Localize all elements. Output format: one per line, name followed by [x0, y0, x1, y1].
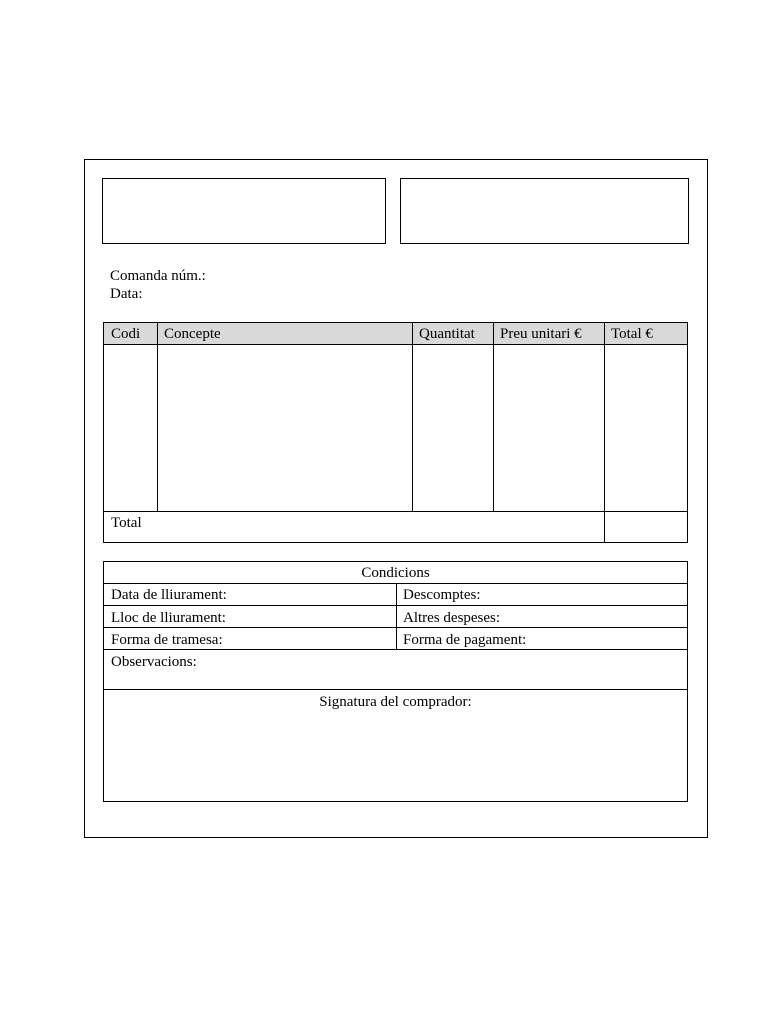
order-number-label: Comanda núm.: — [110, 268, 206, 284]
delivery-place-label: Lloc de lliurament: — [111, 610, 226, 626]
items-table — [103, 322, 688, 543]
other-expenses-label: Altres despeses: — [403, 610, 501, 626]
header-preu-unitari: Preu unitari € — [500, 326, 582, 342]
column-divider — [493, 323, 494, 511]
row-divider — [104, 689, 687, 690]
header-total: Total € — [611, 326, 653, 342]
discounts-label: Descomptes: — [403, 587, 481, 603]
items-total-row — [104, 511, 687, 542]
payment-method-label: Forma de pagament: — [403, 632, 527, 648]
conditions-title: Condicions — [361, 565, 430, 581]
delivery-date-label: Data de lliurament: — [111, 587, 227, 603]
header-codi: Codi — [111, 326, 141, 342]
column-divider — [157, 323, 158, 511]
column-divider — [412, 323, 413, 511]
conditions-table — [103, 561, 688, 802]
order-date-label: Data: — [110, 286, 143, 302]
signature-label: Signatura del comprador: — [319, 694, 472, 710]
column-divider — [396, 584, 397, 650]
observations-label: Observacions: — [111, 654, 197, 670]
shipping-method-label: Forma de tramesa: — [111, 632, 223, 648]
recipient-address-box — [400, 178, 689, 244]
header-quantitat: Quantitat — [419, 326, 475, 342]
column-divider — [604, 323, 605, 542]
total-label: Total — [111, 515, 142, 531]
sender-address-box — [102, 178, 386, 244]
header-concepte: Concepte — [164, 326, 221, 342]
